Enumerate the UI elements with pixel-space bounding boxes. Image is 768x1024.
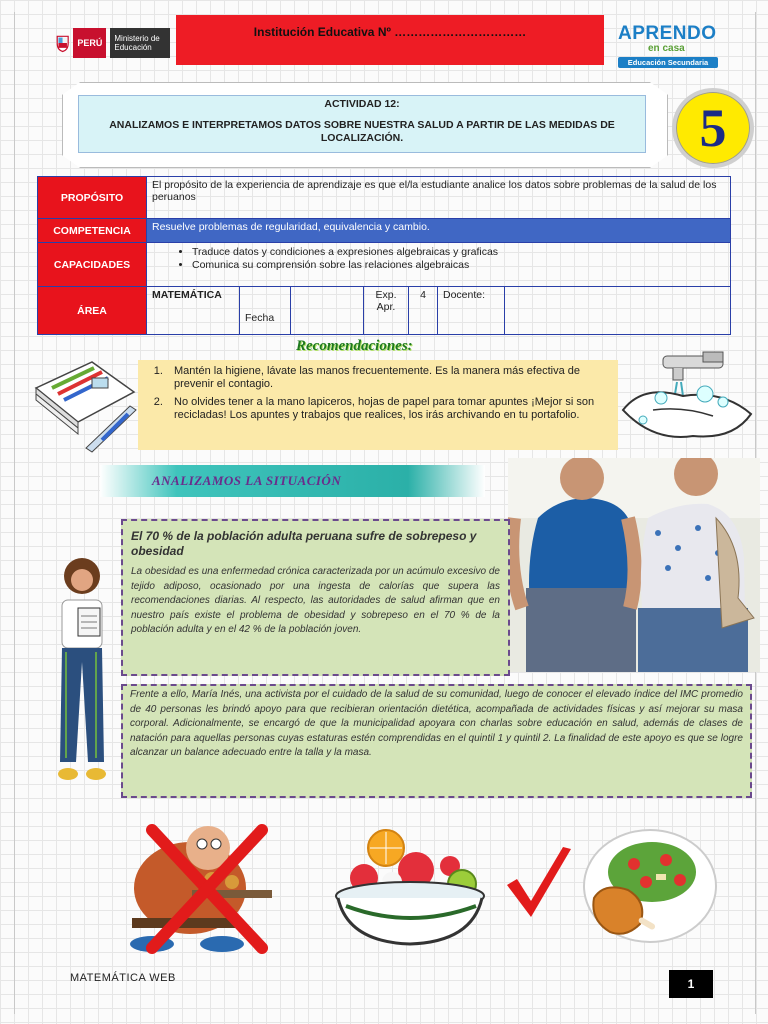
healthy-plate-icon (570, 820, 720, 945)
aprendo-title: APRENDO (618, 23, 717, 44)
aprendo-en-casa-logo (618, 24, 718, 72)
maria-ines-situation-text: Frente a ello, María Inés, una activista por el cuidado de la salud de su comunidad, luego de conocer el elevado índice del IMC promedio de 40 personas les brindó apoyo para que recibieran orientación dietética, acompañada de actividades físicas y así mejorar su masa corporal. Adicionalmente, se encargó de que la municipalidad apoyara con charlas sobre educación en salud, además de clases de natación para aquellas personas cuyas estaturas estén comprendidas en el quintil 1 y quintil 2. La finalidad de este apoyo es que se logre alcanzar un balance adecuado entre la talla y la masa. (130, 689, 743, 758)
situation-banner-text: ANALIZAMOS LA SITUACIÓN (152, 473, 342, 488)
obesity-info-box (121, 519, 510, 676)
student-girl-illustration-icon (48, 552, 118, 792)
ministry-label: Ministerio de Educación (110, 28, 170, 58)
capacidades-list (152, 246, 725, 271)
page-number: 1 (669, 970, 713, 998)
recommendation-item: 2. No olvides tener a la mano lapiceros, hojas de papel para tomar apuntes ¡Mejor si son recicladas! Los apuntes y trabajos que realices, los irás archivando en tu portafolio. (166, 396, 618, 422)
competencia-row (38, 219, 731, 243)
situation-banner (100, 465, 485, 497)
obesity-info-title: El 70 % de la población adulta peruana sufre de sobrepeso y obesidad (131, 529, 477, 558)
recommendation-item: 1. Mantén la higiene, lávate las manos frecuentemente. Es la manera más efectiva de prevenir el contagio. (166, 365, 618, 391)
obesity-info-text: La obesidad es una enfermedad crónica caracterizada por un acúmulo excesivo de tejido adiposo, ocasionado por una ingesta de calorías que supera las recomendaciones diarias. Al respecto, las autoridades de salud afirman que en nuestro país existe el problema de obesidad y sobrepeso en el 70 % de la población adulta y en el 42 % de la población joven. (131, 566, 500, 635)
fecha-label: Fecha (240, 287, 291, 335)
peru-shield-icon (56, 28, 69, 58)
handwashing-icon (613, 350, 758, 450)
competencia-text: Resuelve problemas de regularidad, equivalencia y cambio. (147, 219, 731, 243)
proposito-label: PROPÓSITO (38, 177, 147, 219)
competencia-label: COMPETENCIA (38, 219, 147, 243)
institution-banner: Institución Educativa Nº …………………………… (176, 15, 604, 65)
activity-title-box (78, 95, 646, 153)
maria-ines-situation-box (121, 684, 752, 798)
area-label: ÁREA (38, 287, 147, 335)
footer-label: MATEMÁTICA WEB (70, 972, 176, 984)
aprendo-level: Educación Secundaria (618, 57, 718, 68)
exp-label: Exp. Apr. (364, 287, 409, 335)
peru-label: PERÚ (73, 28, 106, 58)
capacidad-item: • Comunica su comprensión sobre las relaciones algebraicas (192, 259, 725, 271)
recommendations-title: Recomendaciones: (296, 338, 413, 354)
recommendations-list (138, 365, 618, 422)
capacidades-list-cell (147, 243, 731, 287)
capacidades-label: CAPACIDADES (38, 243, 147, 287)
checkmark-icon (505, 845, 573, 925)
fecha-value[interactable] (291, 287, 364, 335)
capacidad-item: • Traduce datos y condiciones a expresiones algebraicas y graficas (192, 246, 725, 258)
activity-number: ACTIVIDAD 12: (324, 98, 400, 110)
docente-label: Docente: (438, 287, 505, 335)
exp-value: 4 (409, 287, 438, 335)
ministry-logo (56, 26, 170, 60)
area-value: MATEMÁTICA (147, 287, 240, 335)
grade-badge: 5 (672, 88, 754, 168)
recommendations-box (138, 360, 618, 450)
stationery-illustration-icon (32, 348, 138, 454)
area-row (38, 287, 731, 335)
info-table (37, 176, 731, 335)
docente-value[interactable] (505, 287, 731, 335)
proposito-row (38, 177, 731, 219)
capacidades-row (38, 243, 731, 287)
proposito-text: El propósito de la experiencia de aprendizaje es que el/la estudiante analice los datos sobre problemas de la salud de los peruanos (147, 177, 731, 219)
fruit-bowl-icon (330, 820, 500, 955)
aprendo-subtitle: en casa (648, 43, 685, 54)
women-photo (508, 458, 760, 672)
unhealthy-eating-crossed-icon (112, 808, 277, 958)
activity-title: ANALIZAMOS E INTERPRETAMOS DATOS SOBRE NUESTRA SALUD A PARTIR DE LAS MEDIDAS DE LOCALIZACIÓN. (109, 119, 615, 144)
